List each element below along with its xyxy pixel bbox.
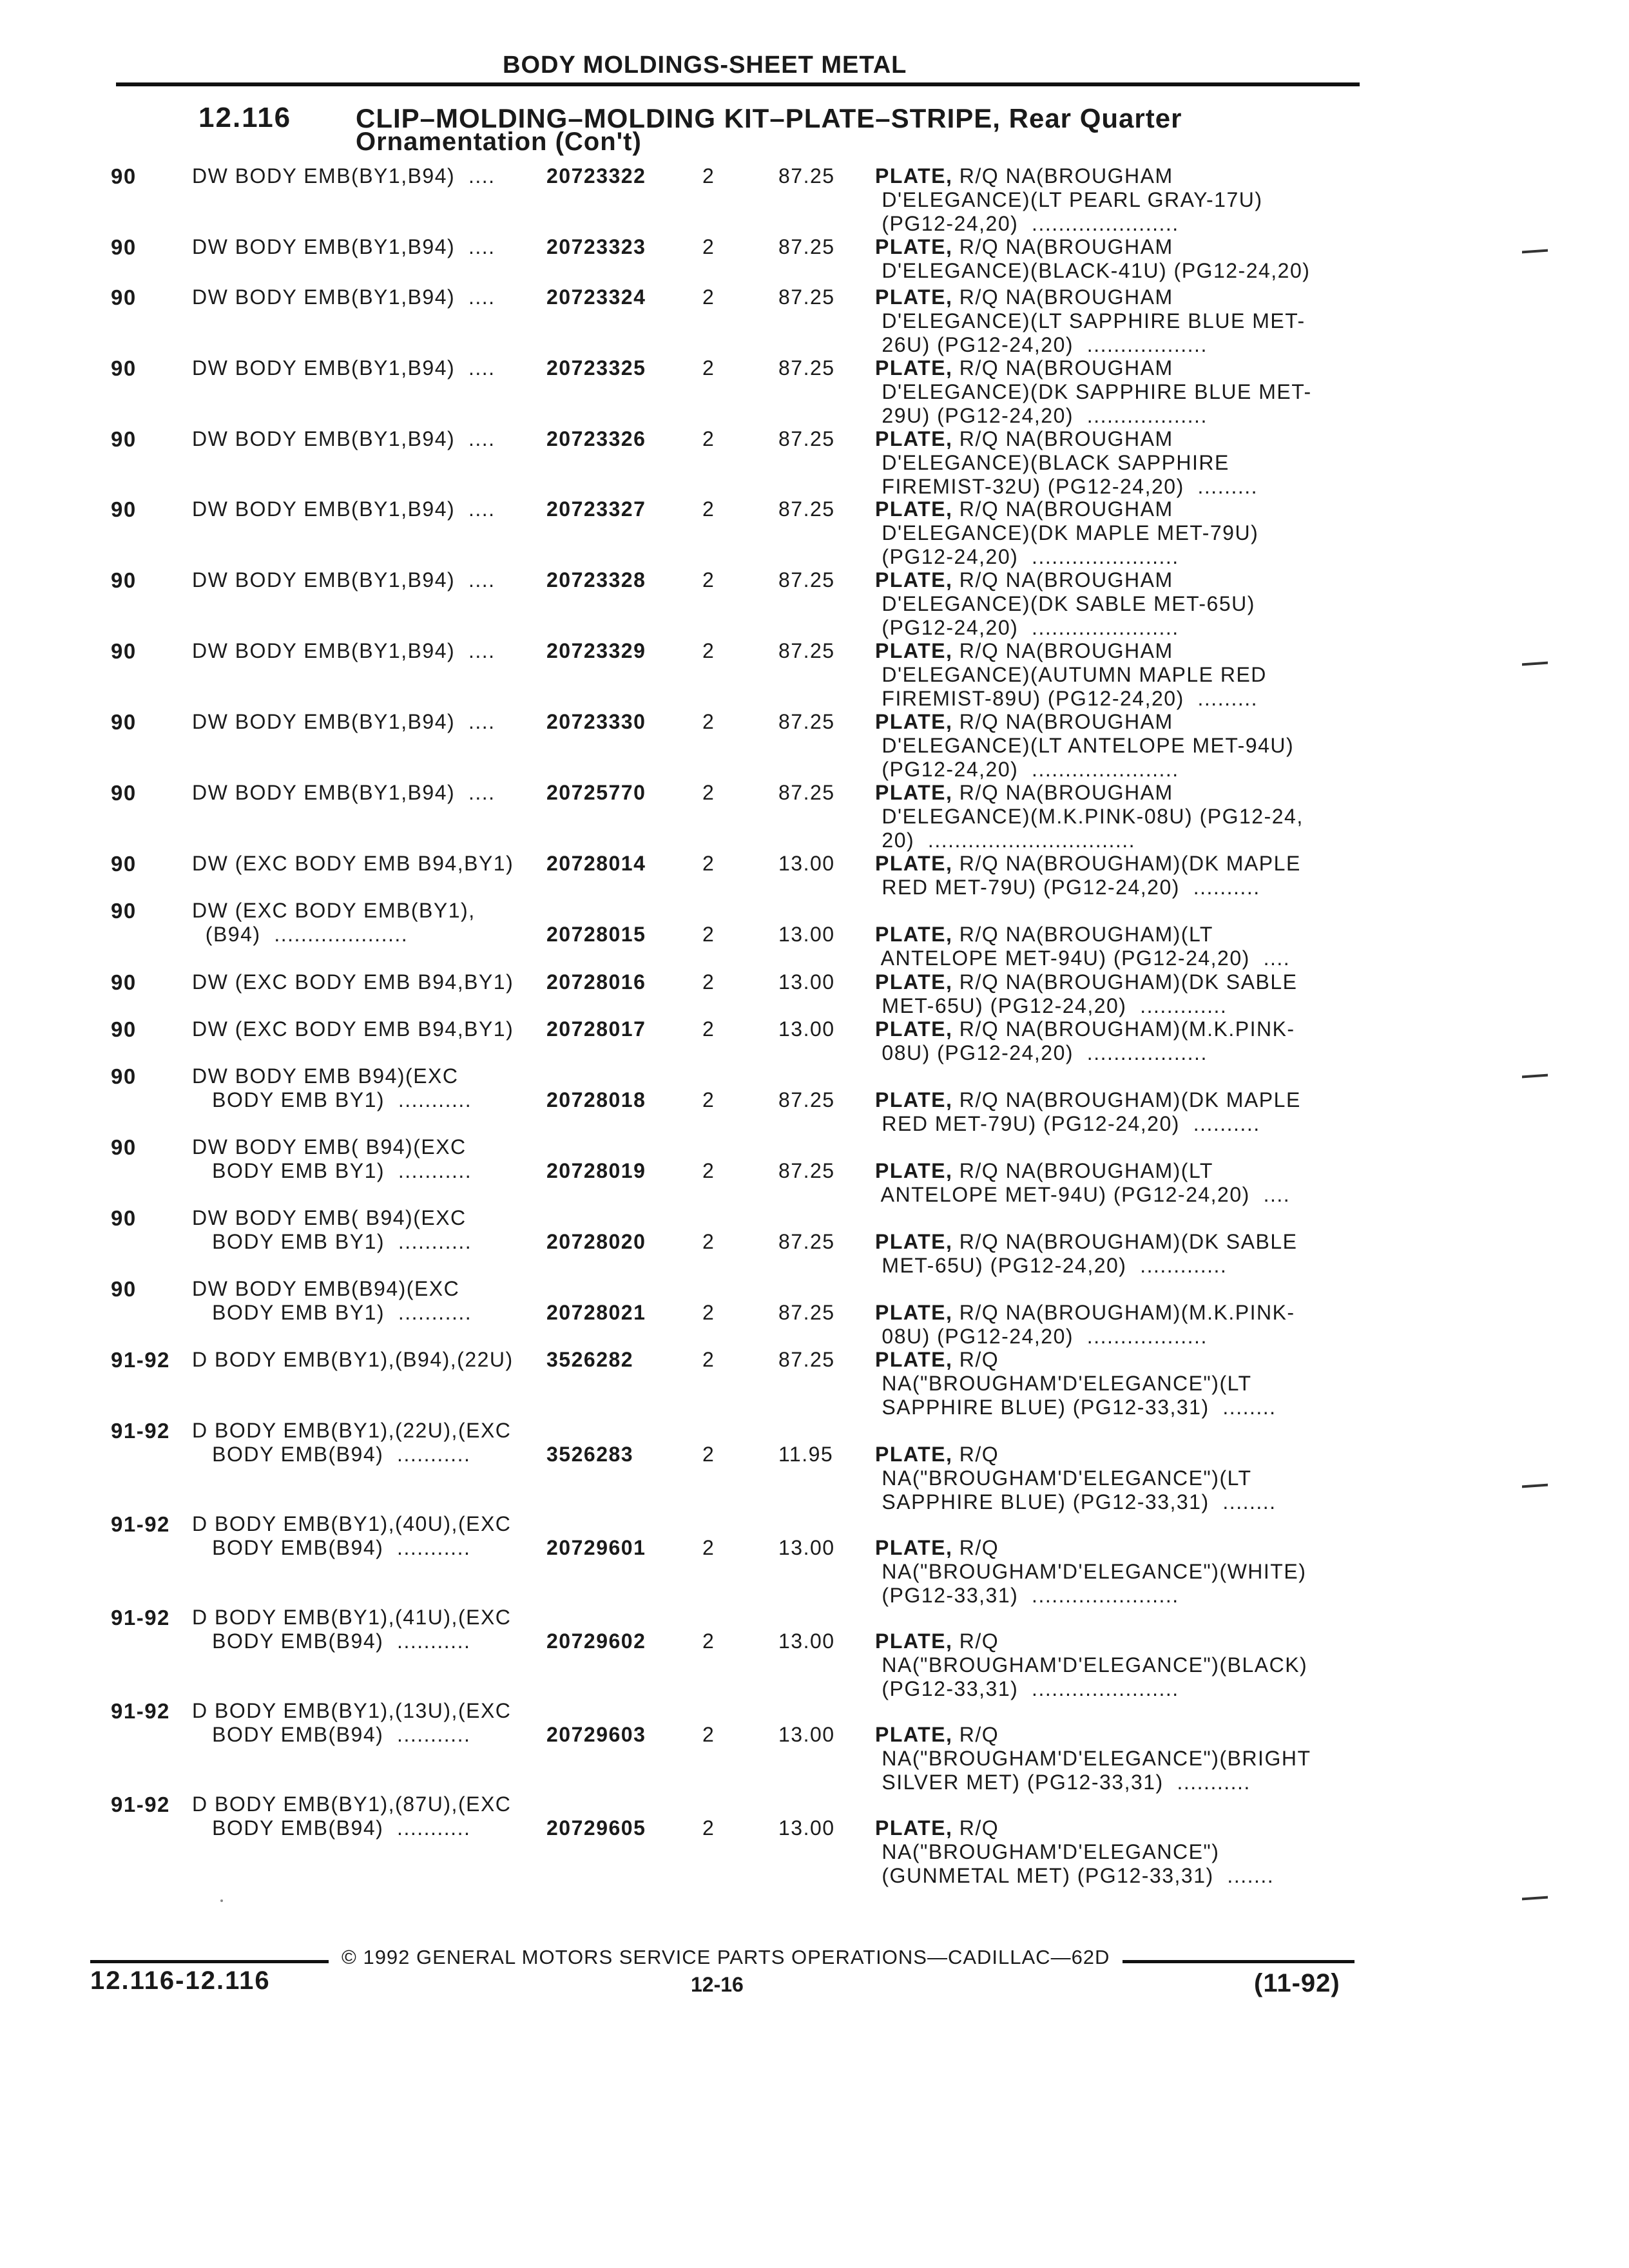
model-year: 90: [111, 639, 137, 663]
part-description: [875, 923, 1352, 970]
quantity: 2: [702, 639, 715, 662]
part-description: [875, 1443, 1352, 1514]
part-detail: R/Q NA(BROUGHAM D'ELEGANCE)(DK MAPLE MET-79U) (PG12-24,20) ......................: [882, 497, 1259, 568]
usage-description: D BODY EMB(BY1),(40U),(EXC BODY EMB(B94) ...........: [192, 1512, 512, 1559]
quantity: 2: [702, 1443, 715, 1466]
usage-description: DW (EXC BODY EMB(BY1), (B94) ....................: [192, 899, 476, 946]
part-number: 20728016: [546, 970, 646, 994]
usage-description: DW BODY EMB B94)(EXC BODY EMB BY1) ...........: [192, 1064, 472, 1111]
part-name: PLATE,: [875, 1443, 953, 1466]
price: 13.00: [778, 1723, 835, 1746]
usage-description: DW BODY EMB(BY1,B94) ....: [192, 235, 496, 258]
part-name: PLATE,: [875, 1629, 953, 1653]
usage-description: D BODY EMB(BY1),(41U),(EXC BODY EMB(B94) ...........: [192, 1606, 512, 1653]
part-number: 20729603: [546, 1723, 646, 1746]
quantity: 2: [702, 235, 715, 258]
model-year: 90: [111, 1017, 137, 1041]
quantity: 2: [702, 1816, 715, 1840]
part-description: [875, 1088, 1352, 1136]
model-year: 90: [111, 285, 137, 309]
part-name: PLATE,: [875, 970, 953, 994]
model-year: 90: [111, 164, 137, 188]
part-description: [875, 1230, 1352, 1278]
quantity: 2: [702, 1629, 715, 1653]
part-name: PLATE,: [875, 497, 953, 521]
price: 87.25: [778, 1348, 835, 1371]
usage-description: DW (EXC BODY EMB B94,BY1): [192, 852, 514, 875]
part-number: 20723329: [546, 639, 646, 662]
part-detail: R/Q NA("BROUGHAM'D'ELEGANCE")(BRIGHT SILVER MET) (PG12-33,31) ...........: [882, 1723, 1311, 1794]
part-detail: R/Q NA(BROUGHAM)(DK MAPLE RED MET-79U) (PG12-24,20) ..........: [882, 1088, 1301, 1135]
quantity: 2: [702, 427, 715, 450]
quantity: 2: [702, 356, 715, 380]
price: 13.00: [778, 1629, 835, 1653]
part-number: 20728018: [546, 1088, 646, 1111]
part-name: PLATE,: [875, 427, 953, 450]
part-detail: R/Q NA(BROUGHAM)(DK MAPLE RED MET-79U) (PG12-24,20) ..........: [882, 852, 1301, 899]
usage-description: D BODY EMB(BY1),(22U),(EXC BODY EMB(B94) ...........: [192, 1419, 512, 1466]
part-detail: R/Q NA(BROUGHAM D'ELEGANCE)(LT SAPPHIRE BLUE MET- 26U) (PG12-24,20) ..................: [882, 285, 1306, 356]
quantity: 2: [702, 1301, 715, 1324]
usage-description: DW (EXC BODY EMB B94,BY1): [192, 970, 514, 994]
part-detail: R/Q NA(BROUGHAM D'ELEGANCE)(BLACK-41U) (PG12-24,20): [882, 235, 1311, 282]
price: 87.25: [778, 639, 835, 662]
price: 87.25: [778, 285, 835, 309]
part-name: PLATE,: [875, 235, 953, 258]
part-number: 20723323: [546, 235, 646, 258]
part-description: [875, 285, 1352, 357]
model-year: 90: [111, 852, 137, 876]
part-name: PLATE,: [875, 1088, 953, 1111]
model-year: 90: [111, 1135, 137, 1159]
quantity: 2: [702, 1159, 715, 1182]
part-number: 20723324: [546, 285, 646, 309]
model-year: 91-92: [111, 1792, 170, 1816]
quantity: 2: [702, 285, 715, 309]
price: 87.25: [778, 164, 835, 187]
part-description: [875, 710, 1352, 782]
quantity: 2: [702, 1723, 715, 1746]
model-year: 90: [111, 235, 137, 259]
part-description: [875, 1629, 1352, 1701]
usage-description: D BODY EMB(BY1),(B94),(22U): [192, 1348, 514, 1371]
usage-description: DW BODY EMB(BY1,B94) ....: [192, 781, 496, 804]
usage-description: DW (EXC BODY EMB B94,BY1): [192, 1017, 514, 1041]
part-description: [875, 639, 1352, 711]
usage-description: DW BODY EMB(BY1,B94) ....: [192, 497, 496, 521]
part-detail: R/Q NA("BROUGHAM'D'ELEGANCE")(BLACK) (PG12-33,31) ......................: [882, 1629, 1308, 1700]
section-subtitle: Ornamentation (Con't): [356, 128, 642, 156]
price: 87.25: [778, 568, 835, 591]
model-year: 90: [111, 427, 137, 451]
footer-rule-left: [90, 1960, 329, 1963]
part-name: PLATE,: [875, 781, 953, 804]
quantity: 2: [702, 568, 715, 591]
part-number: 20729602: [546, 1629, 646, 1653]
model-year: 90: [111, 568, 137, 592]
model-year: 90: [111, 899, 137, 923]
part-number: 20723325: [546, 356, 646, 380]
part-name: PLATE,: [875, 1159, 953, 1182]
part-number: 20728017: [546, 1017, 646, 1041]
usage-description: DW BODY EMB(BY1,B94) ....: [192, 164, 496, 187]
part-detail: R/Q NA(BROUGHAM)(DK SABLE MET-65U) (PG12-24,20) .............: [882, 970, 1298, 1017]
model-year: 90: [111, 356, 137, 380]
footer-page-number: 12-16: [691, 1973, 744, 1996]
part-detail: R/Q NA(BROUGHAM)(M.K.PINK- 08U) (PG12-24,20) ..................: [882, 1301, 1295, 1348]
quantity: 2: [702, 1017, 715, 1041]
price: 13.00: [778, 1816, 835, 1840]
quantity: 2: [702, 970, 715, 994]
quantity: 2: [702, 1536, 715, 1559]
price: 87.25: [778, 1230, 835, 1253]
part-description: [875, 164, 1352, 236]
part-number: 20725770: [546, 781, 646, 804]
footer-date-code: (11-92): [1254, 1969, 1340, 1997]
part-description: [875, 1159, 1352, 1207]
scan-speck: [220, 1899, 223, 1902]
price: 11.95: [778, 1443, 834, 1466]
part-name: PLATE,: [875, 1301, 953, 1324]
part-name: PLATE,: [875, 164, 953, 187]
part-description: [875, 497, 1352, 569]
part-description: [875, 1348, 1352, 1419]
quantity: 2: [702, 923, 715, 946]
model-year: 91-92: [111, 1699, 170, 1723]
quantity: 2: [702, 852, 715, 875]
footer-rule-right: [1123, 1960, 1354, 1963]
part-number: 20723327: [546, 497, 646, 521]
usage-description: DW BODY EMB(BY1,B94) ....: [192, 639, 496, 662]
part-detail: R/Q NA(BROUGHAM D'ELEGANCE)(M.K.PINK-08U) (PG12-24, 20) ...............................: [882, 781, 1304, 852]
part-number: 20729601: [546, 1536, 646, 1559]
usage-description: DW BODY EMB(BY1,B94) ....: [192, 568, 496, 591]
price: 87.25: [778, 427, 835, 450]
usage-description: DW BODY EMB(BY1,B94) ....: [192, 285, 496, 309]
part-detail: R/Q NA("BROUGHAM'D'ELEGANCE")(LT SAPPHIRE BLUE) (PG12-33,31) ........: [882, 1443, 1277, 1514]
price: 13.00: [778, 1536, 835, 1559]
part-detail: R/Q NA(BROUGHAM)(LT ANTELOPE MET-94U) (PG12-24,20) ....: [880, 923, 1291, 970]
part-name: PLATE,: [875, 923, 953, 946]
price: 87.25: [778, 781, 835, 804]
part-description: [875, 427, 1352, 499]
part-name: PLATE,: [875, 710, 953, 733]
quantity: 2: [702, 497, 715, 521]
part-description: [875, 356, 1352, 428]
model-year: 91-92: [111, 1606, 170, 1629]
model-year: 90: [111, 970, 137, 994]
part-name: PLATE,: [875, 852, 953, 875]
part-detail: R/Q NA(BROUGHAM)(LT ANTELOPE MET-94U) (PG12-24,20) ....: [880, 1159, 1291, 1206]
price: 13.00: [778, 852, 835, 875]
price: 87.25: [778, 1159, 835, 1182]
usage-description: DW BODY EMB(BY1,B94) ....: [192, 356, 496, 380]
part-number: 20723328: [546, 568, 646, 591]
part-detail: R/Q NA("BROUGHAM'D'ELEGANCE")(WHITE) (PG12-33,31) ......................: [882, 1536, 1307, 1607]
part-detail: R/Q NA(BROUGHAM)(M.K.PINK- 08U) (PG12-24,20) ..................: [882, 1017, 1295, 1064]
part-number: 20728021: [546, 1301, 646, 1324]
price: 13.00: [778, 970, 835, 994]
part-number: 20728014: [546, 852, 646, 875]
part-description: [875, 852, 1352, 899]
price: 87.25: [778, 497, 835, 521]
part-description: [875, 1723, 1352, 1794]
model-year: 90: [111, 1064, 137, 1088]
footer-copyright: © 1992 GENERAL MOTORS SERVICE PARTS OPERATIONS—CADILLAC—62D: [342, 1946, 1110, 1968]
part-number: 20729605: [546, 1816, 646, 1840]
price: 87.25: [778, 1301, 835, 1324]
part-number: 3526282: [546, 1348, 634, 1371]
part-number: 3526283: [546, 1443, 634, 1466]
part-number: 20728019: [546, 1159, 646, 1182]
part-number: 20728015: [546, 923, 646, 946]
part-detail: R/Q NA(BROUGHAM D'ELEGANCE)(BLACK SAPPHIRE FIREMIST-32U) (PG12-24,20) .........: [882, 427, 1258, 498]
part-description: [875, 970, 1352, 1018]
quantity: 2: [702, 710, 715, 733]
part-detail: R/Q NA(BROUGHAM D'ELEGANCE)(LT ANTELOPE MET-94U) (PG12-24,20) ......................: [882, 710, 1295, 781]
usage-description: DW BODY EMB(BY1,B94) ....: [192, 710, 496, 733]
part-name: PLATE,: [875, 285, 953, 309]
price: 13.00: [778, 923, 835, 946]
price: 87.25: [778, 235, 835, 258]
quantity: 2: [702, 1088, 715, 1111]
part-detail: R/Q NA(BROUGHAM D'ELEGANCE)(DK SABLE MET-65U) (PG12-24,20) ......................: [882, 568, 1255, 639]
part-name: PLATE,: [875, 568, 953, 591]
part-detail: R/Q NA(BROUGHAM)(DK SABLE MET-65U) (PG12-24,20) .............: [882, 1230, 1298, 1277]
price: 13.00: [778, 1017, 835, 1041]
part-name: PLATE,: [875, 1230, 953, 1253]
footer-section-range: 12.116-12.116: [90, 1966, 271, 1995]
part-description: [875, 568, 1352, 640]
usage-description: DW BODY EMB( B94)(EXC BODY EMB BY1) ...........: [192, 1206, 472, 1253]
usage-description: D BODY EMB(BY1),(13U),(EXC BODY EMB(B94) ...........: [192, 1699, 512, 1746]
usage-description: DW BODY EMB( B94)(EXC BODY EMB BY1) ...........: [192, 1135, 472, 1182]
part-number: 20723326: [546, 427, 646, 450]
part-name: PLATE,: [875, 1348, 953, 1371]
part-description: [875, 781, 1352, 852]
part-number: 20723330: [546, 710, 646, 733]
model-year: 90: [111, 1277, 137, 1301]
usage-description: DW BODY EMB(B94)(EXC BODY EMB BY1) ...........: [192, 1277, 472, 1324]
part-detail: R/Q NA(BROUGHAM D'ELEGANCE)(AUTUMN MAPLE RED FIREMIST-89U) (PG12-24,20) .........: [882, 639, 1267, 710]
model-year: 90: [111, 497, 137, 521]
part-detail: R/Q NA("BROUGHAM'D'ELEGANCE")(LT SAPPHIRE BLUE) (PG12-33,31) ........: [882, 1348, 1277, 1419]
section-number: 12.116: [198, 102, 292, 133]
price: 87.25: [778, 1088, 835, 1111]
price: 87.25: [778, 356, 835, 380]
quantity: 2: [702, 164, 715, 187]
part-name: PLATE,: [875, 356, 953, 380]
model-year: 90: [111, 710, 137, 734]
usage-description: DW BODY EMB(BY1,B94) ....: [192, 427, 496, 450]
price: 87.25: [778, 710, 835, 733]
part-name: PLATE,: [875, 1723, 953, 1746]
part-number: 20723322: [546, 164, 646, 187]
part-description: [875, 235, 1352, 283]
quantity: 2: [702, 1230, 715, 1253]
part-detail: R/Q NA(BROUGHAM D'ELEGANCE)(LT PEARL GRAY-17U) (PG12-24,20) ......................: [882, 164, 1263, 235]
model-year: 91-92: [111, 1348, 170, 1372]
part-description: [875, 1536, 1352, 1608]
part-name: PLATE,: [875, 1816, 953, 1840]
section-title: CLIP–MOLDING–MOLDING KIT–PLATE–STRIPE, Rear Quarter: [356, 103, 1182, 133]
quantity: 2: [702, 781, 715, 804]
part-description: [875, 1816, 1352, 1888]
part-name: PLATE,: [875, 1536, 953, 1559]
model-year: 90: [111, 781, 137, 805]
model-year: 91-92: [111, 1419, 170, 1443]
page-header-title: BODY MOLDINGS-SHEET METAL: [503, 52, 907, 79]
part-name: PLATE,: [875, 1017, 953, 1041]
part-description: [875, 1017, 1352, 1065]
part-name: PLATE,: [875, 639, 953, 662]
part-detail: R/Q NA(BROUGHAM D'ELEGANCE)(DK SAPPHIRE BLUE MET- 29U) (PG12-24,20) ..................: [882, 356, 1312, 427]
quantity: 2: [702, 1348, 715, 1371]
part-description: [875, 1301, 1352, 1349]
usage-description: D BODY EMB(BY1),(87U),(EXC BODY EMB(B94) ...........: [192, 1792, 512, 1840]
part-number: 20728020: [546, 1230, 646, 1253]
part-detail: R/Q NA("BROUGHAM'D'ELEGANCE") (GUNMETAL MET) (PG12-33,31) .......: [882, 1816, 1275, 1887]
model-year: 91-92: [111, 1512, 170, 1536]
model-year: 90: [111, 1206, 137, 1230]
